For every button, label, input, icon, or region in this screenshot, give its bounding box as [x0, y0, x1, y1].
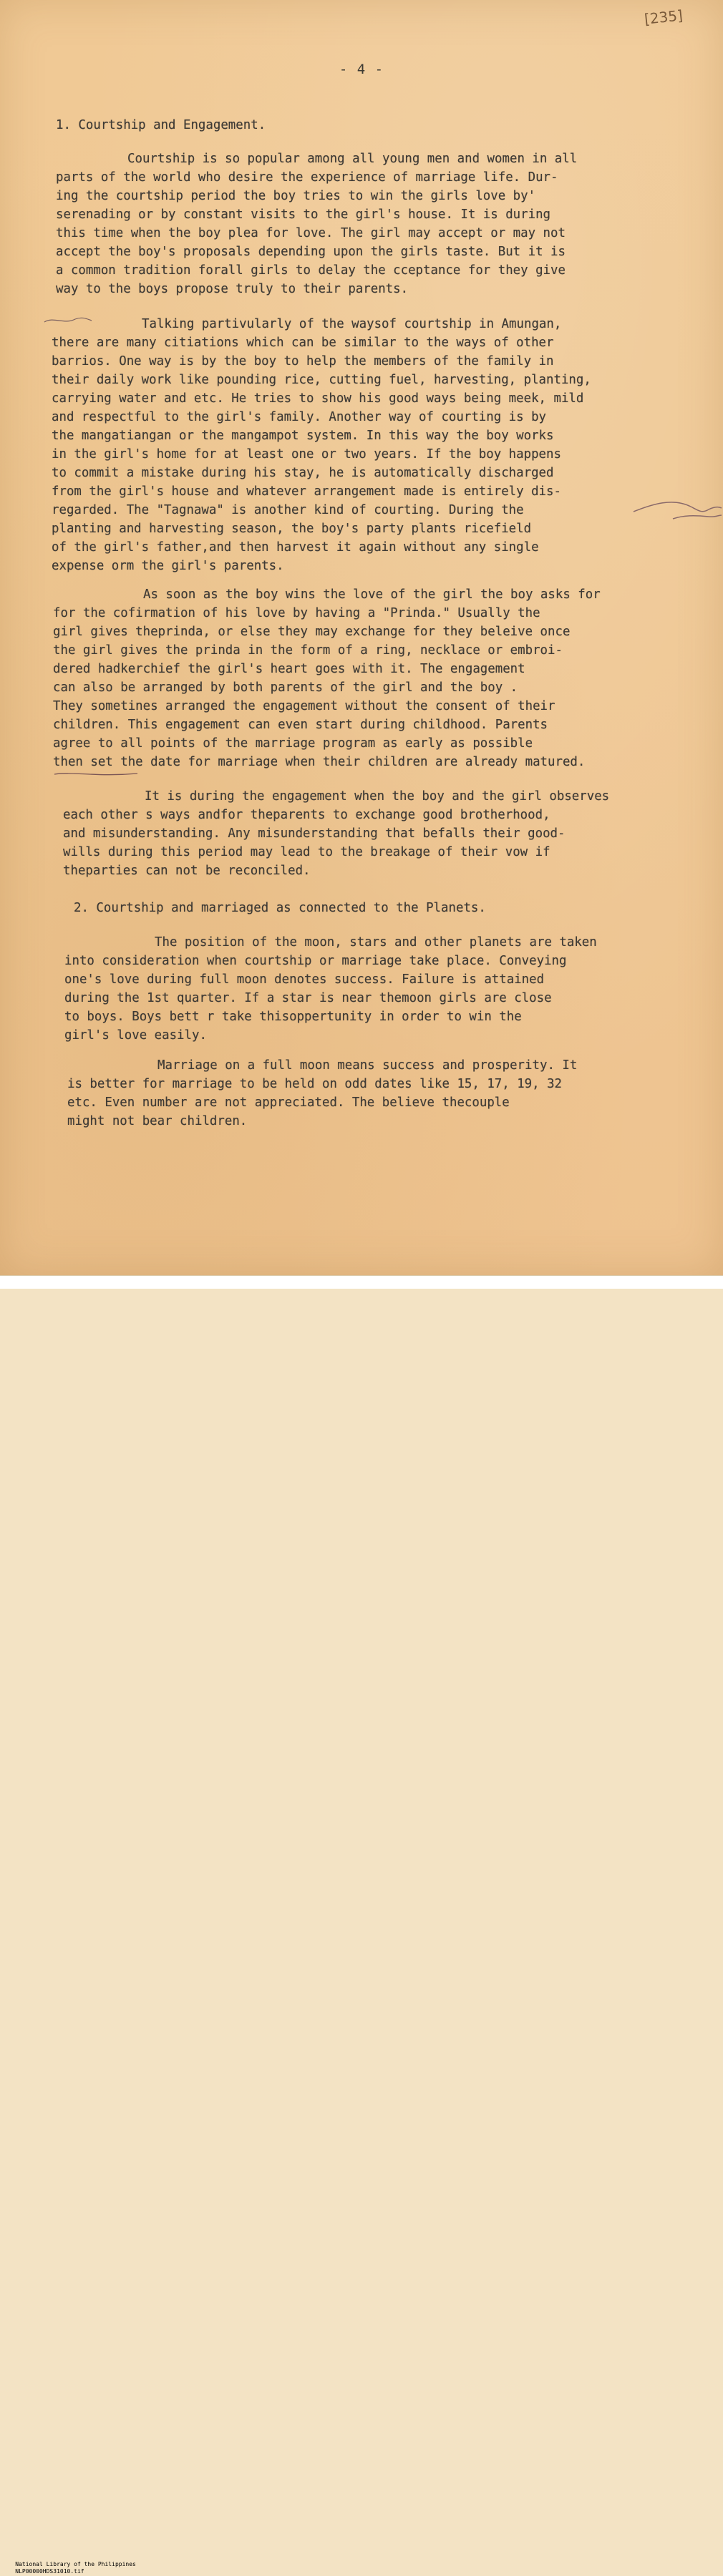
- paragraph-line: regarded. The "Tagnawa" is another kind of courting. During the: [52, 503, 524, 517]
- paragraph-line: can also be arranged by both parents of the girl and the boy .: [53, 680, 518, 695]
- paragraph-line: way to the boys propose truly to their parents.: [56, 282, 409, 296]
- paragraph-line: might not bear children.: [67, 1114, 248, 1128]
- paragraph-line: barrios. One way is by the boy to help the members of the family in: [52, 354, 554, 369]
- paragraph-line: the mangatiangan or the mangampot system. In this way the boy works: [52, 429, 554, 443]
- paragraph-line: etc. Even number are not appreciated. The believe thecouple: [67, 1096, 510, 1110]
- paragraph-line: during the 1st quarter. If a star is near themoon girls are close: [64, 991, 552, 1005]
- paragraph-line: Courtship is so popular among all young men and women in all: [127, 152, 578, 166]
- scan-footer-strip: [0, 1275, 723, 2575]
- paragraph-line: dered hadkerchief the girl's heart goes with it. The engagement: [53, 662, 525, 676]
- paragraph-line: parts of the world who desire the experience of marriage life. Dur-: [56, 170, 558, 185]
- paragraph-line: It is during the engagement when the boy and the girl observes: [145, 789, 610, 804]
- paragraph-line: there are many citiations which can be similar to the ways of other: [52, 336, 554, 350]
- paragraph-line: girl gives theprinda, or else they may exchange for they beleive once: [53, 625, 571, 639]
- paragraph-line: each other s ways andfor theparents to exchange good brotherhood,: [63, 808, 550, 822]
- pencil-margin-mark: [630, 494, 723, 530]
- paragraph-line: then set the date for marriage when their children are already matured.: [53, 755, 586, 769]
- paragraph-line: into consideration when courtship or marriage take place. Conveying: [64, 954, 567, 968]
- paragraph-line: The position of the moon, stars and other planets are taken: [155, 935, 597, 950]
- paragraph-line: planting and harvesting season, the boy's party plants ricefield: [52, 522, 532, 536]
- paragraph-line: to boys. Boys bett r take thisoppertunity in order to win the: [64, 1010, 522, 1024]
- footer-library: National Library of the Philippines: [15, 2561, 136, 2567]
- paragraph-line: Marriage on a full moon means success and prosperity. It: [157, 1058, 578, 1073]
- paragraph-line: wills during this period may lead to the breakage of their vow if: [63, 845, 550, 859]
- paragraph-line: their daily work like pounding rice, cutting fuel, harvesting, planting,: [52, 373, 591, 387]
- paragraph-line: agree to all points of the marriage program as early as possible: [53, 736, 533, 751]
- paragraph-line: a common tradition forall girls to delay the cceptance for they give: [56, 263, 566, 278]
- paragraph-line: and respectful to the girl's family. Another way of courting is by: [52, 410, 547, 424]
- paragraph-line: expense orm the girl's parents.: [52, 559, 284, 573]
- section-heading-2: 2. Courtship and marriaged as connected to the Planets.: [74, 901, 486, 915]
- paragraph-line: girl's love easily.: [64, 1028, 207, 1043]
- paragraph-line: accept the boy's proposals depending upon the girls taste. But it is: [56, 245, 566, 259]
- paragraph-line: Talking partivularly of the waysof courtship in Amungan,: [142, 317, 562, 331]
- paragraph-line: As soon as the boy wins the love of the girl the boy asks for: [143, 587, 601, 602]
- paragraph-line: in the girl's home for at least one or two years. If the boy happens: [52, 447, 561, 462]
- paragraph-line: children. This engagement can even start during childhood. Parents: [53, 718, 548, 732]
- scan-footer: [1, 2554, 149, 2576]
- paragraph-line: ing the courtship period the boy tries to win the girls love by': [56, 189, 536, 203]
- footer-file-id: NLP00000HDS31010.tif: [15, 2568, 84, 2575]
- page-number: - 4 -: [339, 62, 384, 77]
- archive-reference-number: [235]: [643, 6, 684, 28]
- paragraph-line: serenading or by constant visits to the girl's house. It is during: [56, 208, 551, 222]
- paragraph-line: is better for marriage to be held on odd dates like 15, 17, 19, 32: [67, 1077, 563, 1091]
- paragraph-line: They sometines arranged the engagement without the consent of their: [53, 699, 555, 713]
- paragraph-line: to commit a mistake during his stay, he is automatically discharged: [52, 466, 554, 480]
- paragraph-line: carrying water and etc. He tries to show his good ways being meek, mild: [52, 391, 584, 406]
- paragraph-line: the girl gives the prinda in the form of a ring, necklace or embroi-: [53, 643, 563, 658]
- pencil-underline-mark: [53, 770, 139, 779]
- paragraph-line: for the cofirmation of his love by having a "Prinda." Usually the: [53, 606, 540, 620]
- paragraph-line: of the girl's father,and then harvest it again without any single: [52, 540, 539, 555]
- paragraph-line: and misunderstanding. Any misunderstanding that befalls their good-: [63, 826, 566, 841]
- section-heading-1: 1. Courtship and Engagement.: [56, 118, 266, 132]
- paragraph-line: from the girl's house and whatever arrangement made is entirely dis-: [52, 484, 561, 499]
- paragraph-line: theparties can not be reconciled.: [63, 864, 311, 878]
- pencil-margin-squiggle: [43, 313, 93, 328]
- paragraph-line: this time when the boy plea for love. The girl may accept or may not: [56, 226, 566, 240]
- document-page: [0, 0, 723, 1275]
- paragraph-line: one's love during full moon denotes success. Failure is attained: [64, 972, 545, 987]
